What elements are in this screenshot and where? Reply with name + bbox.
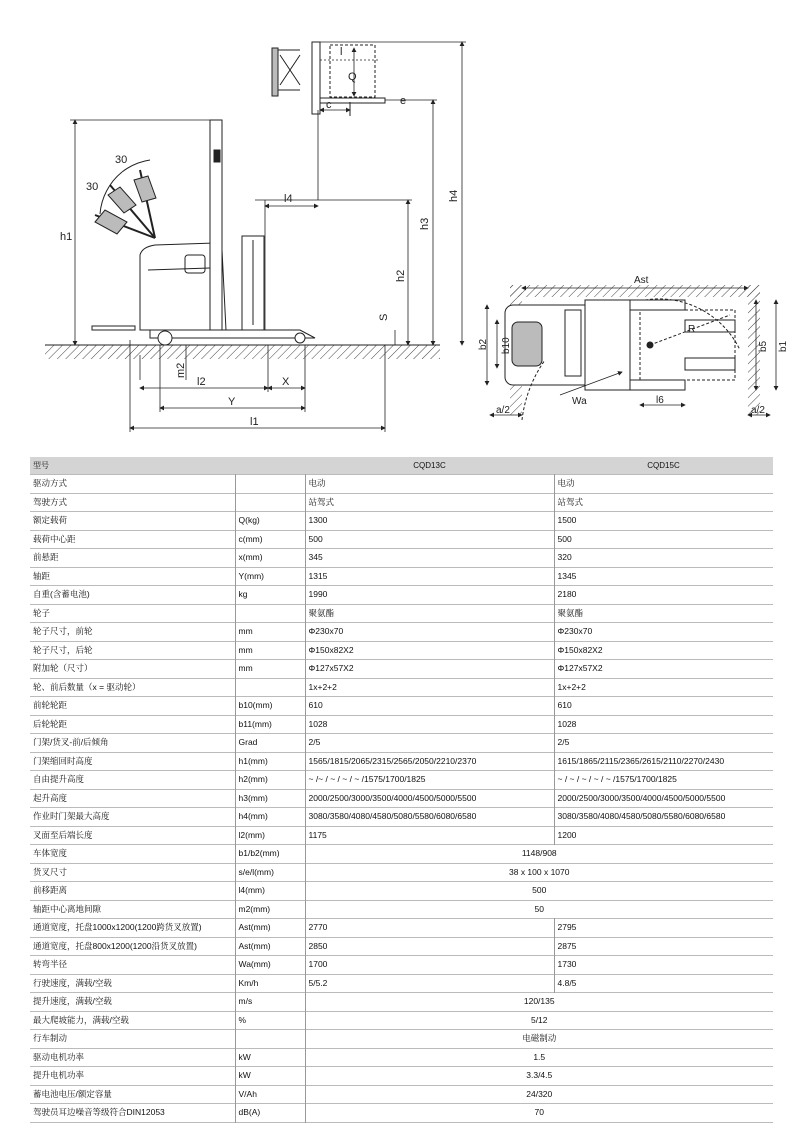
spec-value-model-1: ~ /~ / ~ / ~ / ~ /1575/1700/1825 [305,771,554,790]
truck-lower-fork [92,326,135,330]
spec-unit: Km/h [235,974,305,993]
spec-row [30,993,773,1012]
ground-hatch [45,345,440,359]
spec-label: 前悬距 [30,549,235,568]
spec-unit: Wa(mm) [235,956,305,975]
spec-label: 驾驶员耳边噪音等级符合DIN12053 [30,1104,235,1123]
dim-h2: h2 [395,269,407,282]
spec-unit: V/Ah [235,1085,305,1104]
dim-h3: h3 [419,217,431,230]
spec-unit: kW [235,1048,305,1067]
dim-y: Y [228,396,236,408]
spec-value-model-2: 1730 [557,959,577,970]
spec-label: 前轮轮距 [30,697,235,716]
spec-unit: dB(A) [235,1104,305,1123]
spec-label: 蓄电池电压/额定容量 [30,1085,235,1104]
spec-unit: Q(kg) [235,512,305,531]
spec-label: 轮子 [30,604,235,623]
spec-value-merged: 1.5 [533,1051,546,1062]
spec-value-model-2: 3080/3580/4080/4580/5080/5580/6080/6580 [557,811,726,822]
spec-unit: h1(mm) [235,752,305,771]
header-model-2: CQD15C [554,457,773,475]
dim-m2: m2 [175,362,187,378]
spec-value-model-1: 345 [305,549,554,568]
spec-row [30,604,773,623]
spec-label: 前移距离 [30,882,235,901]
spec-label: 最大爬坡能力，满载/空载 [30,1011,235,1030]
spec-value-model-2: 610 [557,700,572,711]
spec-value-model-2: ~ / ~ / ~ / ~ / ~ /1575/1700/1825 [557,774,677,785]
header-unit [235,457,305,475]
spec-unit: kg [235,586,305,605]
spec-unit: % [235,1011,305,1030]
dim-l4: l4 [284,193,293,205]
spec-unit: h2(mm) [235,771,305,790]
spec-label: 车体宽度 [30,845,235,864]
spec-label: 轮子尺寸，前轮 [30,623,235,642]
angle-upper: 30 [115,154,128,166]
spec-label: 轴距中心离地间隙 [30,900,235,919]
spec-unit: b11(mm) [235,715,305,734]
spec-value-merged: 5/12 [530,1014,548,1025]
spec-value-merged: 500 [532,885,547,896]
dim-l: l [340,46,343,58]
spec-value-model-1: 5/5.2 [305,974,554,993]
spec-value-model-2: 2/5 [557,737,570,748]
spec-row [30,697,773,716]
spec-label: 通道宽度，托盘1000x1200(1200跨货叉放置) [30,919,235,938]
spec-value-model-1: 聚氨酯 [305,604,554,623]
spec-row [30,567,773,586]
spec-label: 轴距 [30,567,235,586]
spec-label: 提升电机功率 [30,1067,235,1086]
spec-value-merged: 50 [534,903,544,914]
spec-header-row [30,457,773,475]
spec-unit [235,678,305,697]
load-wheel [295,333,305,343]
spec-unit: mm [235,660,305,679]
spec-row [30,1067,773,1086]
tiller-handle [95,160,156,238]
spec-value-model-1: 1175 [305,826,554,845]
spec-value-model-2: Φ127x57X2 [557,663,603,674]
spec-unit: m/s [235,993,305,1012]
spec-label: 后轮轮距 [30,715,235,734]
spec-unit [235,475,305,494]
spec-table [30,457,773,1123]
dim-b2: b2 [478,338,489,350]
spec-row [30,1048,773,1067]
spec-value-model-1: 3080/3580/4080/4580/5080/5580/6080/6580 [305,808,554,827]
spec-row [30,919,773,938]
spec-row [30,1104,773,1123]
spec-row [30,956,773,975]
spec-value-model-2: 4.8/5 [557,977,577,988]
spec-value-model-1: 2770 [305,919,554,938]
spec-row [30,641,773,660]
spec-unit: b1/b2(mm) [235,845,305,864]
technical-drawings [0,0,800,450]
spec-value-model-1: 1315 [305,567,554,586]
spec-unit: l2(mm) [235,826,305,845]
dim-h1: h1 [60,231,73,243]
dim-q: Q [348,71,357,83]
spec-unit [235,604,305,623]
spec-value-model-1: 1565/1815/2065/2315/2565/2050/2210/2370 [305,752,554,771]
spec-row [30,734,773,753]
spec-value-model-2: 1500 [557,515,577,526]
spec-unit: Ast(mm) [235,937,305,956]
spec-unit: Ast(mm) [235,919,305,938]
spec-label: 轮子尺寸，后轮 [30,641,235,660]
spec-value-model-2: 1028 [557,718,577,729]
spec-label: 额定载荷 [30,512,235,531]
dim-r: R [688,324,696,335]
spec-value-merged: 24/320 [526,1088,553,1099]
top-view-drawing [487,285,776,420]
spec-row [30,660,773,679]
spec-label: 作业时门架最大高度 [30,808,235,827]
spec-value-model-1: 1x+2+2 [305,678,554,697]
spec-value-model-2: 2000/2500/3000/3500/4000/4500/5000/5500 [557,792,726,803]
spec-value-model-2: 2795 [557,922,577,933]
dim-a2-right: a/2 [751,405,765,416]
spec-value-merged: 38 x 100 x 1070 [509,866,570,877]
spec-row [30,845,773,864]
spec-row [30,771,773,790]
spec-label: 提升速度，满载/空载 [30,993,235,1012]
header-model-1: CQD13C [305,457,554,475]
spec-value-model-2: 2180 [557,589,577,600]
spec-row [30,974,773,993]
spec-value-model-1: 1300 [305,512,554,531]
dim-c: c [326,99,332,111]
dim-l1: l1 [250,416,259,428]
spec-value-merged: 3.3/4.5 [526,1070,553,1081]
spec-row [30,789,773,808]
dim-wa: Wa [572,396,587,407]
spec-label: 货叉尺寸 [30,863,235,882]
spec-row [30,752,773,771]
spec-label: 驱动方式 [30,475,235,494]
dim-s: S [378,313,390,321]
spec-value-model-1: Φ230x70 [305,623,554,642]
spec-row [30,900,773,919]
spec-unit: s/e/l(mm) [235,863,305,882]
spec-value-model-1: 500 [305,530,554,549]
spec-row [30,678,773,697]
spec-row [30,1011,773,1030]
spec-label: 自重(含蓄电池) [30,586,235,605]
spec-value-merged: 70 [534,1107,544,1118]
spec-unit: l4(mm) [235,882,305,901]
spec-label: 起升高度 [30,789,235,808]
spec-label: 驱动电机功率 [30,1048,235,1067]
dim-b1: b1 [778,340,789,352]
spec-unit: Y(mm) [235,567,305,586]
spec-row [30,623,773,642]
spec-value-model-1: 2/5 [305,734,554,753]
aisle-wall-top [510,285,760,297]
spec-row [30,493,773,512]
spec-unit: mm [235,623,305,642]
spec-row [30,882,773,901]
spec-unit: h4(mm) [235,808,305,827]
spec-value-model-2: 1345 [557,570,577,581]
dim-ast: Ast [634,275,649,286]
spec-row [30,826,773,845]
spec-label: 附加轮（尺寸） [30,660,235,679]
spec-value-model-1: 电动 [305,475,554,494]
spec-value-model-2: Φ150x82X2 [557,644,603,655]
spec-value-model-2: 2875 [557,940,577,951]
spec-label: 驾驶方式 [30,493,235,512]
spec-unit: kW [235,1067,305,1086]
spec-label: 转弯半径 [30,956,235,975]
spec-row [30,530,773,549]
spec-label: 行驶速度，满载/空载 [30,974,235,993]
spec-unit [235,1030,305,1049]
spec-value-model-2: 电动 [557,478,575,489]
spec-label: 通道宽度，托盘800x1200(1200沿货叉放置) [30,937,235,956]
spec-row [30,1085,773,1104]
spec-unit: b10(mm) [235,697,305,716]
spec-row [30,549,773,568]
spec-unit: c(mm) [235,530,305,549]
spec-value-model-1: 610 [305,697,554,716]
dim-b5: b5 [758,340,769,352]
spec-value-model-1: Φ150x82X2 [305,641,554,660]
spec-row [30,475,773,494]
spec-value-model-2: 1615/1865/2115/2365/2615/2110/2270/2430 [557,755,725,766]
dim-l6: l6 [656,395,664,406]
spec-unit: h3(mm) [235,789,305,808]
spec-unit: Grad [235,734,305,753]
angle-lower: 30 [86,181,99,193]
spec-label: 行车制动 [30,1030,235,1049]
spec-value-merged: 1148/908 [521,848,557,859]
spec-row [30,512,773,531]
dim-l2: l2 [197,376,206,388]
spec-label: 自由提升高度 [30,771,235,790]
spec-value-model-1: 站驾式 [305,493,554,512]
spec-value-model-2: 1x+2+2 [557,681,586,692]
spec-unit [235,493,305,512]
spec-value-model-1: Φ127x57X2 [305,660,554,679]
spec-value-model-1: 1990 [305,586,554,605]
spec-unit: x(mm) [235,549,305,568]
spec-label: 轮、前后数量（x = 驱动轮） [30,678,235,697]
spec-row [30,808,773,827]
dim-b10: b10 [501,337,512,354]
spec-value-model-2: 500 [557,533,572,544]
spec-value-merged: 电磁制动 [522,1033,557,1044]
spec-value-model-2: Φ230x70 [557,626,593,637]
spec-value-model-2: 站驾式 [557,496,584,507]
spec-row [30,715,773,734]
spec-value-model-1: 2000/2500/3000/3500/4000/4500/5000/5500 [305,789,554,808]
spec-unit: mm [235,641,305,660]
spec-label: 门架缩回时高度 [30,752,235,771]
spec-value-model-1: 2850 [305,937,554,956]
spec-row [30,1030,773,1049]
spec-row [30,937,773,956]
spec-value-model-2: 聚氨酯 [557,607,584,618]
spec-unit: m2(mm) [235,900,305,919]
spec-label: 门架/货叉-前/后倾角 [30,734,235,753]
dim-x: X [282,376,290,388]
spec-value-model-2: 320 [557,552,572,563]
spec-value-model-1: 1028 [305,715,554,734]
dim-a2-left: a/2 [496,405,510,416]
header-label: 型号 [30,457,235,475]
dim-h4: h4 [448,189,460,202]
spec-row [30,863,773,882]
drive-wheel [158,331,172,345]
spec-value-model-2: 1200 [557,829,577,840]
spec-value-model-1: 1700 [305,956,554,975]
spec-label: 叉面至后端长度 [30,826,235,845]
spec-row [30,586,773,605]
spec-value-merged: 120/135 [523,996,555,1007]
dim-e: e [400,95,407,107]
spec-label: 载荷中心距 [30,530,235,549]
